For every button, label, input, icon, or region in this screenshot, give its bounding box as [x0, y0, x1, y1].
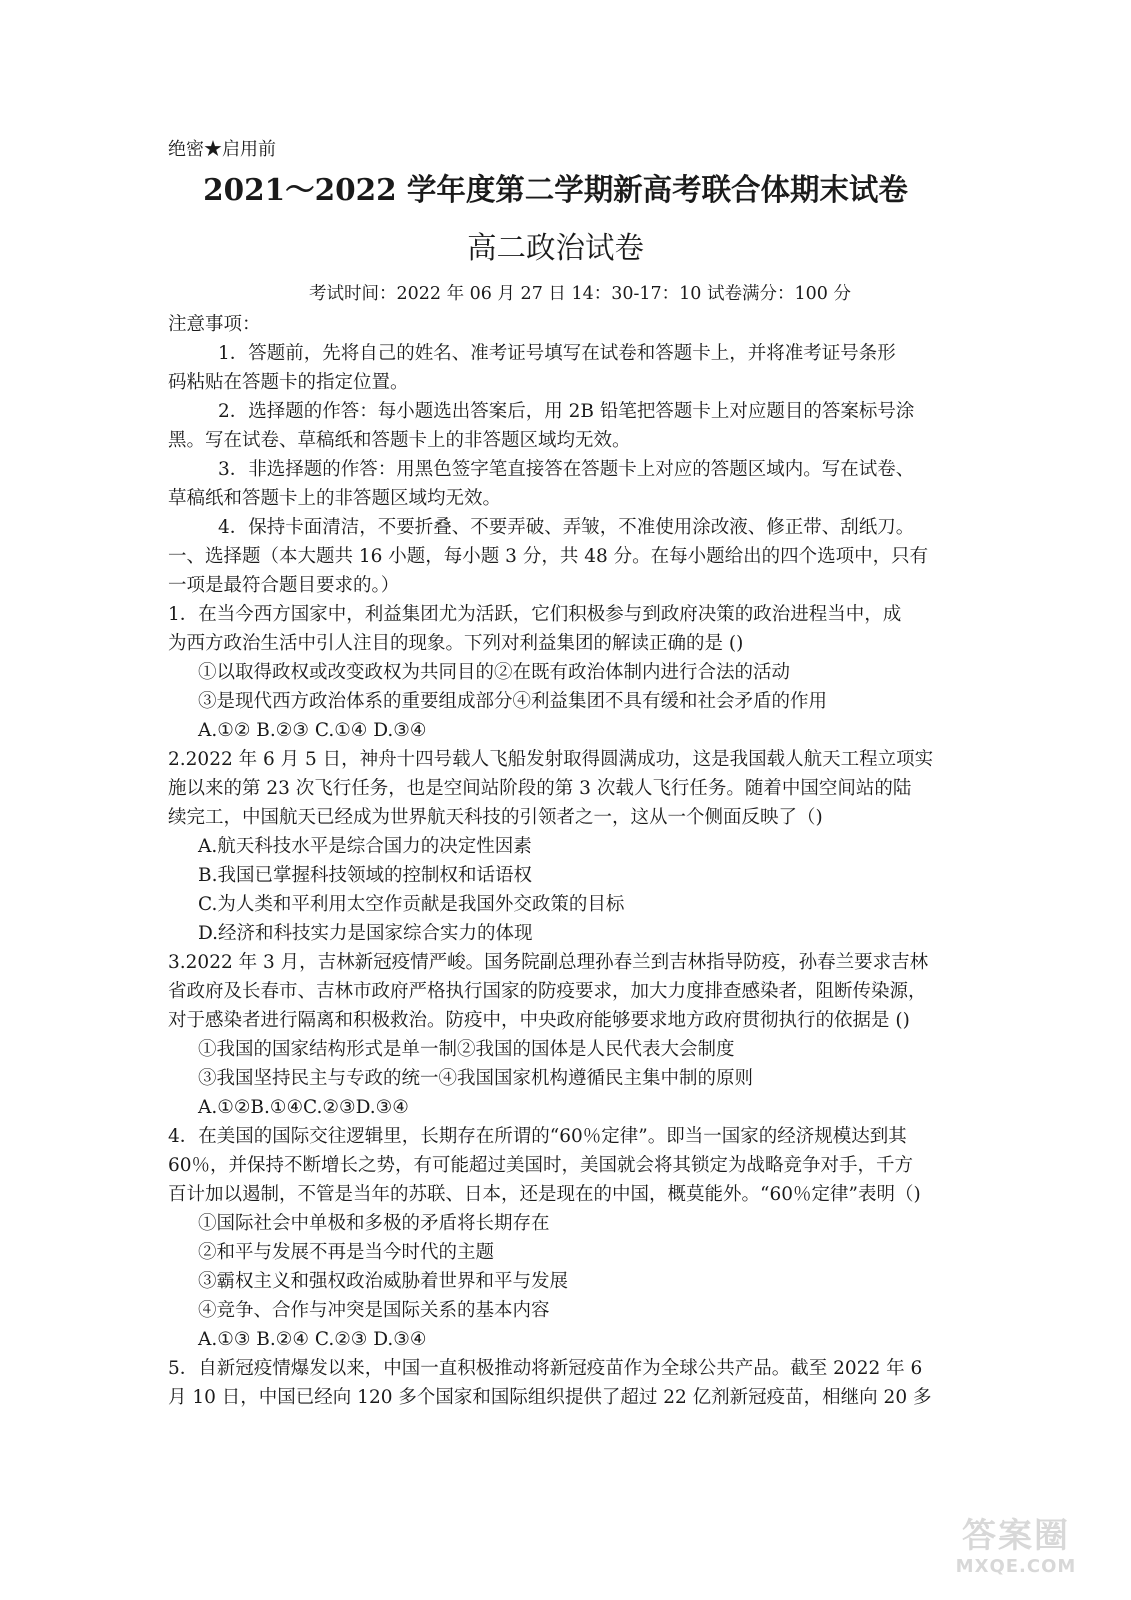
- exam-title: 2021～2022 学年度第二学期新高考联合体期末试卷: [203, 173, 908, 208]
- notice-line: 2．选择题的作答：每小题选出答案后，用 2B 铅笔把答题卡上对应题目的答案标号涂: [218, 401, 915, 422]
- notice-line: 3．非选择题的作答：用黑色签字笔直接答在答题卡上对应的答题区域内。写在试卷、: [218, 459, 915, 480]
- question-stem: 省政府及长春市、吉林市政府严格执行国家的防疫要求，加大力度排查感染者，阻断传染源，: [168, 981, 927, 1002]
- notice-line: 草稿纸和答题卡上的非答题区域均无效。: [168, 488, 502, 509]
- question-item: ③我国坚持民主与专政的统一④我国国家机构遵循民主集中制的原则: [198, 1068, 754, 1089]
- question-stem: 续完工，中国航天已经成为世界航天科技的引领者之一，这从一个侧面反映了（): [168, 807, 823, 828]
- question-stem: 3.2022 年 3 月，吉林新冠疫情严峻。国务院副总理孙春兰到吉林指导防疫，孙春兰要求吉林: [168, 952, 929, 973]
- notice-line: 黑。写在试卷、草稿纸和答题卡上的非答题区域均无效。: [168, 430, 631, 451]
- section-heading: 一项是最符合题目要求的。）: [168, 575, 400, 596]
- notice-line: 码粘贴在答题卡的指定位置。: [168, 372, 409, 393]
- question-stem: 1．在当今西方国家中，利益集团尤为活跃，它们积极参与到政府决策的政治进程当中，成: [168, 604, 902, 625]
- question-item: ①以取得政权或改变政权为共同目的②在既有政治体制内进行合法的活动: [198, 662, 791, 683]
- question-item: ①我国的国家结构形式是单一制②我国的国体是人民代表大会制度: [198, 1039, 735, 1060]
- question-options: A.①③ B.②④ C.②③ D.③④: [198, 1329, 427, 1350]
- watermark-domain: MXQE.COM: [955, 1556, 1077, 1577]
- question-item: ①国际社会中单极和多极的矛盾将长期存在: [198, 1213, 550, 1234]
- question-stem: 2.2022 年 6 月 5 日，神舟十四号载人飞船发射取得圆满成功，这是我国载人航天工程立项实: [168, 749, 934, 770]
- question-option: B.我国已掌握科技领域的控制权和话语权: [198, 865, 532, 886]
- section-heading: 一、选择题（本大题共 16 小题，每小题 3 分，共 48 分。在每小题给出的四个选项中，只有: [168, 546, 929, 567]
- exam-time: 考试时间：2022 年 06 月 27 日 14：30-17：10 试卷满分：100 分: [309, 284, 851, 304]
- question-stem: 施以来的第 23 次飞行任务，也是空间站阶段的第 3 次载人飞行任务。随着中国空间站的陆: [168, 778, 912, 799]
- question-stem: 为西方政治生活中引人注目的现象。下列对利益集团的解读正确的是 (): [168, 633, 744, 654]
- question-stem: 月 10 日，中国已经向 120 多个国家和国际组织提供了超过 22 亿剂新冠疫苗，相继向 20 多: [168, 1387, 932, 1408]
- question-stem: 60％，并保持不断增长之势，有可能超过美国时，美国就会将其锁定为战略竞争对手，千方: [168, 1155, 914, 1176]
- question-options: A.①② B.②③ C.①④ D.③④: [198, 720, 427, 741]
- question-stem: 5．自新冠疫情爆发以来，中国一直积极推动将新冠疫苗作为全球公共产品。截至 2022 年 6: [168, 1358, 923, 1379]
- question-options: A.①②B.①④C.②③D.③④: [198, 1097, 409, 1118]
- watermark-logo-text: 答案圈: [962, 1516, 1070, 1556]
- question-stem: 4．在美国的国际交往逻辑里，长期存在所谓的“60％定律”。即当一国家的经济规模达到其: [168, 1126, 907, 1147]
- site-watermark: [941, 1516, 1091, 1586]
- exam-subtitle: 高二政治试卷: [467, 231, 644, 266]
- notice-heading: 注意事项：: [168, 314, 261, 335]
- question-item: ③霸权主义和强权政治威胁着世界和平与发展: [198, 1271, 569, 1292]
- question-option: C.为人类和平利用太空作贡献是我国外交政策的目标: [198, 894, 625, 915]
- question-stem: 百计加以遏制，不管是当年的苏联、日本，还是现在的中国，概莫能外。“60％定律”表明（): [168, 1184, 921, 1205]
- question-item: ④竞争、合作与冲突是国际关系的基本内容: [198, 1300, 550, 1321]
- notice-line: 4．保持卡面清洁，不要折叠、不要弄破、弄皱，不准使用涂改液、修正带、刮纸刀。: [218, 517, 915, 538]
- question-item: ③是现代西方政治体系的重要组成部分④利益集团不具有缓和社会矛盾的作用: [198, 691, 828, 712]
- question-item: ②和平与发展不再是当今时代的主题: [198, 1242, 495, 1263]
- question-option: D.经济和科技实力是国家综合实力的体现: [198, 923, 533, 944]
- question-option: A.航天科技水平是综合国力的决定性因素: [198, 836, 532, 857]
- notice-line: 1．答题前，先将自己的姓名、准考证号填写在试卷和答题卡上，并将准考证号条形: [218, 343, 896, 364]
- question-stem: 对于感染者进行隔离和积极救治。防疫中，中央政府能够要求地方政府贯彻执行的依据是 (): [168, 1010, 910, 1031]
- secret-mark: 绝密★启用前: [168, 139, 276, 160]
